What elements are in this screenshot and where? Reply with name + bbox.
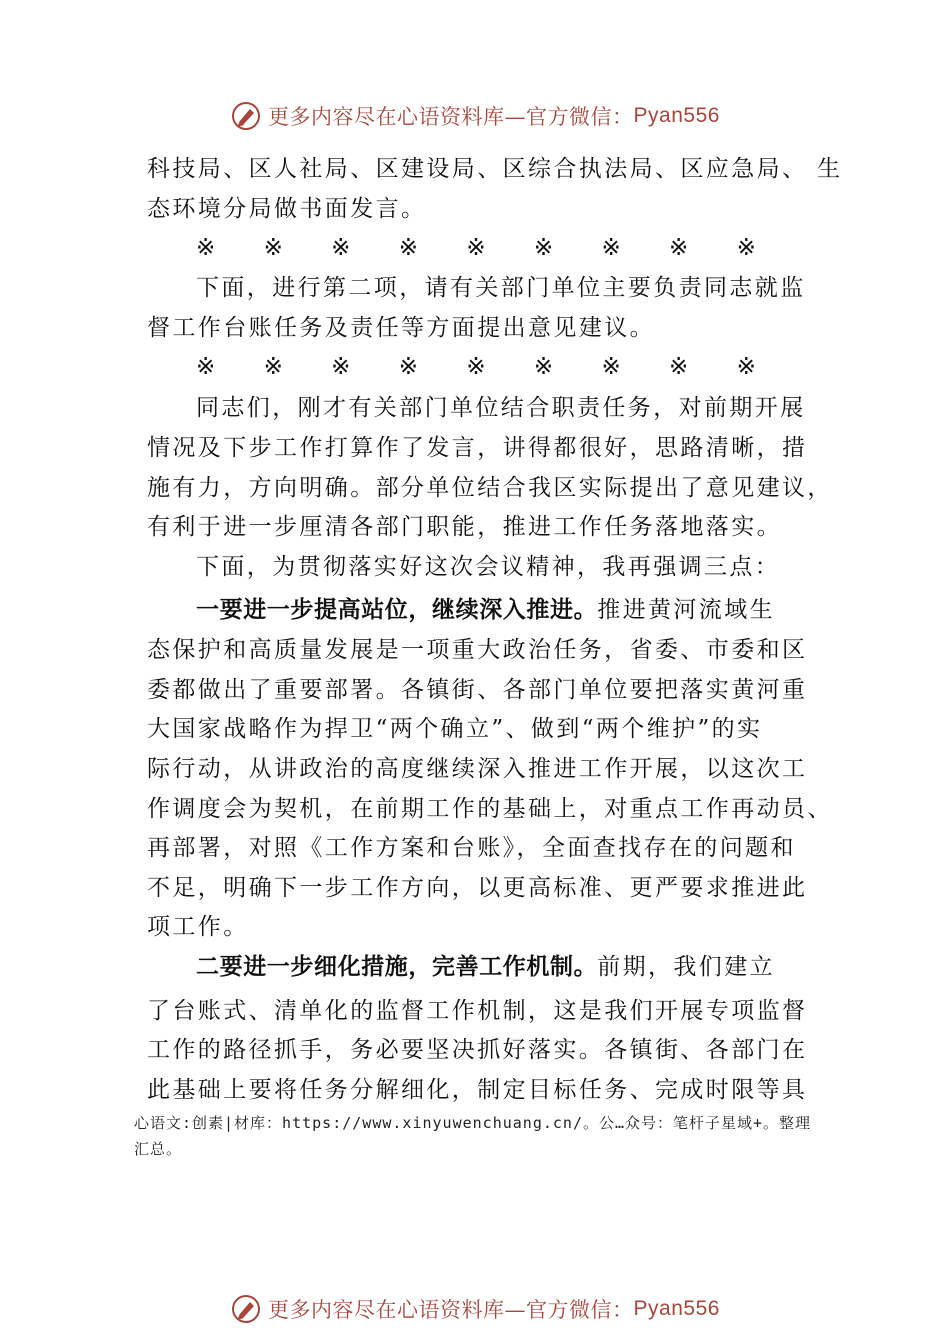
- separator-mark: ※: [601, 354, 621, 380]
- text-line: 施有力，方向明确。部分单位结合我区实际提出了意见建议，: [147, 475, 833, 501]
- watermark-id: Pyan556: [633, 1297, 720, 1320]
- text-line: 项工作。: [147, 914, 249, 940]
- separator-mark: ※: [669, 235, 689, 261]
- text-line: 科技局、区人社局、区建设局、区综合执法局、区应急局、 生: [147, 156, 843, 182]
- text-line: 有利于进一步厘清各部门职能，推进工作任务落地落实。: [147, 514, 782, 540]
- text-line: 态保护和高质量发展是一项重大政治任务，省委、市委和区: [147, 637, 808, 663]
- separator-mark: ※: [736, 354, 756, 380]
- text-line: 下面，为贯彻落实好这次会议精神，我再强调三点：: [196, 554, 781, 580]
- pen-logo-icon: [230, 100, 262, 132]
- point-two-paragraph: [196, 952, 775, 982]
- footer-note: 汇总。: [134, 1140, 183, 1158]
- separator-mark: ※: [331, 354, 351, 380]
- separator-mark: ※: [196, 235, 216, 261]
- separator-mark: ※: [669, 354, 689, 380]
- text-line: 前期，我们建立: [597, 954, 776, 980]
- watermark-text: 更多内容尽在心语资料库—官方微信：: [268, 1298, 634, 1322]
- text-line: 推进黄河流域生: [597, 597, 776, 623]
- watermark-id: Pyan556: [633, 104, 720, 127]
- separator-mark: ※: [398, 235, 419, 261]
- separator-mark: ※: [331, 235, 351, 261]
- text-line: 了台账式、清单化的监督工作机制，这是我们开展专项监督: [147, 998, 808, 1024]
- separator-mark: ※: [398, 354, 419, 380]
- text-line: 下面，进行第二项，请有关部门单位主要负责同志就监: [196, 275, 806, 301]
- point-one-heading: 一要进一步提高站位，继续深入推进。: [196, 597, 598, 623]
- text-line: 不足，明确下一步工作方向，以更高标准、更严要求推进此: [147, 875, 808, 901]
- text-line: 情况及下步工作打算作了发言，讲得都很好，思路清晰，措: [147, 435, 808, 461]
- separator-row: [196, 233, 756, 263]
- watermark-footer: [0, 1289, 950, 1329]
- separator-mark: ※: [263, 235, 283, 261]
- separator-mark: ※: [533, 354, 554, 380]
- text-line: 再部署，对照《工作方案和台账》，全面查找存在的问题和: [147, 835, 796, 861]
- text-line: 委都做出了重要部署。各镇街、各部门单位要把落实黄河重: [147, 677, 808, 703]
- point-one-paragraph: [196, 595, 775, 625]
- pen-logo-icon: [230, 1293, 262, 1325]
- separator-mark: ※: [466, 354, 486, 380]
- text-line: 作调度会为契机，在前期工作的基础上，对重点工作再动员、: [147, 796, 833, 822]
- separator-row: [196, 352, 756, 382]
- point-two-heading: 二要进一步细化措施，完善工作机制。: [196, 954, 598, 980]
- text-line: 此基础上要将任务分解细化，制定目标任务、完成时限等具: [147, 1077, 808, 1103]
- separator-mark: ※: [196, 354, 216, 380]
- text-line: 工作的路径抓手，务必要坚决抓好落实。各镇街、各部门在: [147, 1037, 808, 1063]
- separator-mark: ※: [263, 354, 283, 380]
- watermark-header: [0, 96, 950, 136]
- separator-mark: ※: [466, 235, 486, 261]
- footer-note: 心语文:创素|材库：https://www.xinyuwenchuang.cn/。公…众号：笔杆子星域+。整理: [134, 1114, 812, 1132]
- separator-mark: ※: [736, 235, 756, 261]
- watermark-text: 更多内容尽在心语资料库—官方微信：: [268, 105, 634, 129]
- separator-mark: ※: [533, 235, 554, 261]
- text-line: 态环境分局做书面发言。: [147, 196, 427, 222]
- text-line: 大国家战略作为捍卫“两个确立”、做到“两个维护”的实: [147, 716, 763, 742]
- text-line: 际行动，从讲政治的高度继续深入推进工作开展，以这次工: [147, 756, 808, 782]
- separator-mark: ※: [601, 235, 621, 261]
- text-line: 督工作台账任务及责任等方面提出意见建议。: [147, 315, 655, 341]
- text-line: 同志们，刚才有关部门单位结合职责任务，对前期开展: [196, 395, 806, 421]
